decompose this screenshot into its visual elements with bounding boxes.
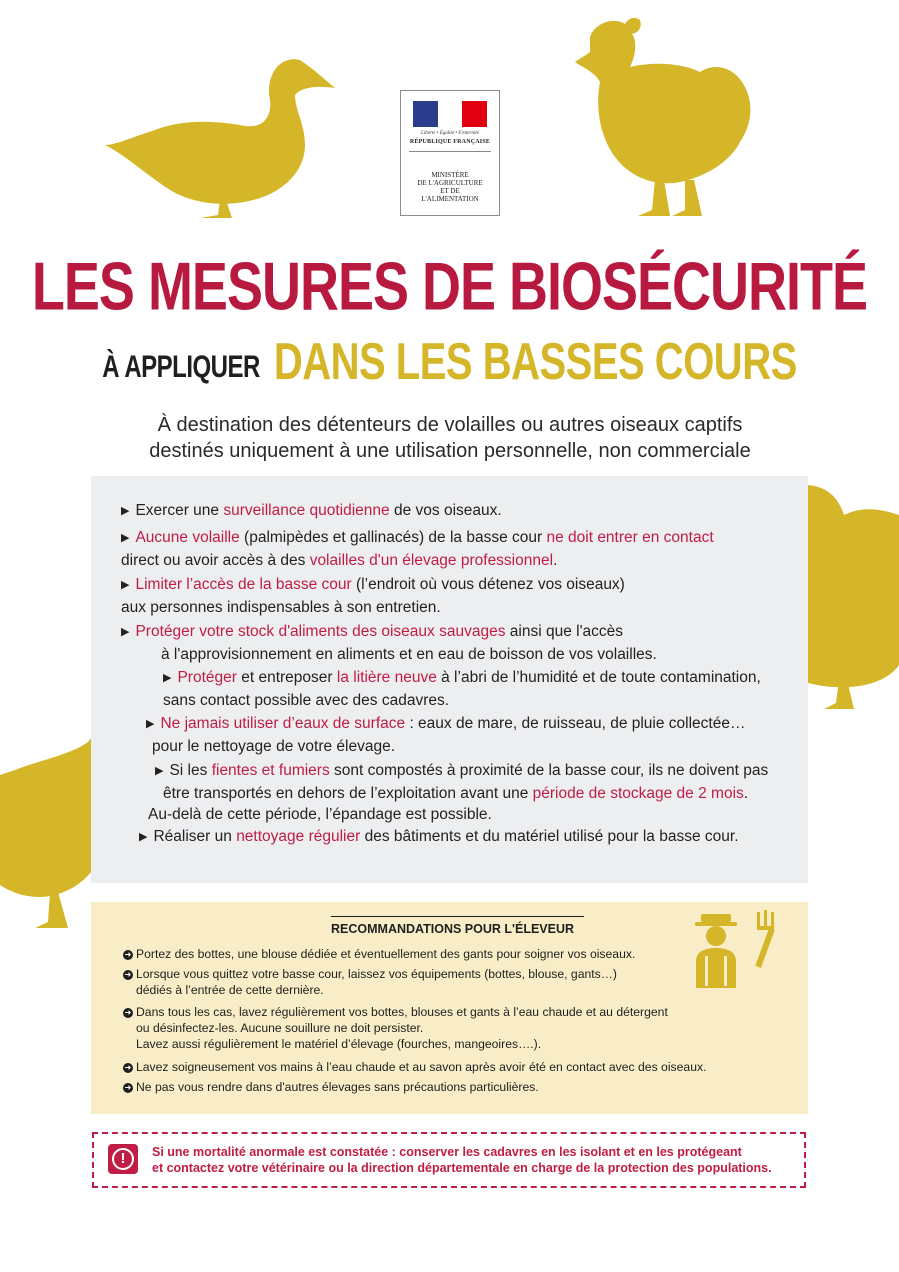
measure-item: ▶ Protéger votre stock d'aliments des oiseaux sauvages ainsi que l'accès à l'approvisionnement en aliments et en eau de boisson de vos volailles. xyxy=(121,623,657,663)
ministry-logo xyxy=(400,90,500,216)
logo-motto: Liberté • Égalité • Fraternité xyxy=(421,131,479,136)
subtitle-small: À APPLIQUER xyxy=(102,349,260,385)
intro-line-1: À destination des détenteurs de volailles ou autres oiseaux captifs xyxy=(157,414,743,436)
page-title: LES MESURES DE BIOSÉCURITÉ xyxy=(31,249,868,325)
page-subtitle xyxy=(0,333,899,391)
arrow-bullet-icon: ➜ xyxy=(124,1008,132,1017)
recommendation-item: ➜ Dans tous les cas, lavez régulièrement vos bottes, blouses et gants à l’eau chaude et au détergent ou désinfectez-les. Aucune souillure ne doit persister. Lavez aussi régulièrement le matériel d’élevage (fourches, mangeoires….). xyxy=(124,1005,668,1051)
subtitle-big: DANS LES BASSES COURS xyxy=(273,333,797,391)
alert-text: Si une mortalité anormale est constatée : conserver les cadavres en les isolant et en les protégeant et contactez votre vétérinaire ou la direction départementale en charge de la protection des populations. xyxy=(152,1145,772,1175)
triangle-bullet-icon: ▶ xyxy=(121,579,130,591)
measure-item: ▶ Exercer une surveillance quotidienne de vos oiseaux. xyxy=(121,502,502,519)
measure-item: ▶ Aucune volaille (palmipèdes et gallinacés) de la basse cour ne doit entrer en contact direct ou avoir accès à des volailles d'un élevage professionnel. xyxy=(121,529,714,569)
arrow-bullet-icon: ➜ xyxy=(124,1063,132,1072)
intro-text xyxy=(60,412,840,464)
measure-item: ▶ Si les fientes et fumiers sont compostés à proximité de la basse cour, ils ne doivent pas être transportés en dehors de l’exploitation avant une période de stockage de 2 mois. Au-delà de cette période, l’épandage est possible. xyxy=(148,762,769,823)
triangle-bullet-icon: ▶ xyxy=(163,672,172,684)
triangle-bullet-icon: ▶ xyxy=(121,532,130,544)
measure-item: ▶ Réaliser un nettoyage régulier des bâtiments et du matériel utilisé pour la basse cour. xyxy=(139,828,739,845)
arrow-bullet-icon: ➜ xyxy=(124,970,132,979)
logo-republic: RÉPUBLIQUE FRANÇAISE xyxy=(409,139,491,145)
recommendation-item: ➜ Lorsque vous quittez votre basse cour, laissez vos équipements (bottes, blouse, gants…) dédiés à l’entrée de cette dernière. xyxy=(124,967,617,997)
logo-ministry: MINISTÈRE DE L'AGRICULTURE ET DE L'ALIMENTATION xyxy=(417,171,483,203)
recommendations-box xyxy=(91,902,808,1114)
alert-box xyxy=(92,1132,806,1188)
triangle-bullet-icon: ▶ xyxy=(121,626,130,638)
arrow-bullet-icon: ➜ xyxy=(124,1083,132,1092)
recommendation-item: ➜ Portez des bottes, une blouse dédiée et éventuellement des gants pour soigner vos oiseaux. xyxy=(124,947,636,961)
triangle-bullet-icon: ▶ xyxy=(121,505,130,517)
logo-divider xyxy=(409,151,491,152)
recommendations-title: RECOMMANDATIONS POUR L'ÉLEVEUR xyxy=(331,922,575,936)
farmer-with-pitchfork-icon xyxy=(691,906,791,993)
triangle-bullet-icon: ▶ xyxy=(139,831,148,843)
rec-title-rule xyxy=(331,916,584,917)
measure-item: ▶ Protéger et entreposer la litière neuve à l’abri de l’humidité et de toute contamination, sans contact possible avec des cadavres. xyxy=(163,669,761,709)
measure-item: ▶ Limiter l’accès de la basse cour (l’endroit où vous détenez vos oiseaux) aux personnes indispensables à son entretien. xyxy=(121,576,625,616)
intro-line-2: destinés uniquement à une utilisation personnelle, non commerciale xyxy=(149,440,751,462)
marianne-flag-icon xyxy=(413,101,487,127)
recommendation-item: ➜ Lavez soigneusement vos mains à l’eau chaude et au savon après avoir été en contact avec des oiseaux. xyxy=(124,1060,707,1074)
arrow-bullet-icon: ➜ xyxy=(124,950,132,959)
hen-silhouette-icon xyxy=(560,12,770,222)
triangle-bullet-icon: ▶ xyxy=(146,718,155,730)
duck-silhouette-icon xyxy=(100,50,340,220)
warning-icon: ! xyxy=(108,1144,138,1174)
recommendation-item: ➜ Ne pas vous rendre dans d'autres élevages sans précautions particulières. xyxy=(124,1080,539,1094)
measure-item: ▶ Ne jamais utiliser d’eaux de surface : eaux de mare, de ruisseau, de pluie collectée… pour le nettoyage de votre élevage. xyxy=(146,715,746,755)
triangle-bullet-icon: ▶ xyxy=(155,765,164,777)
measures-box xyxy=(91,476,808,883)
